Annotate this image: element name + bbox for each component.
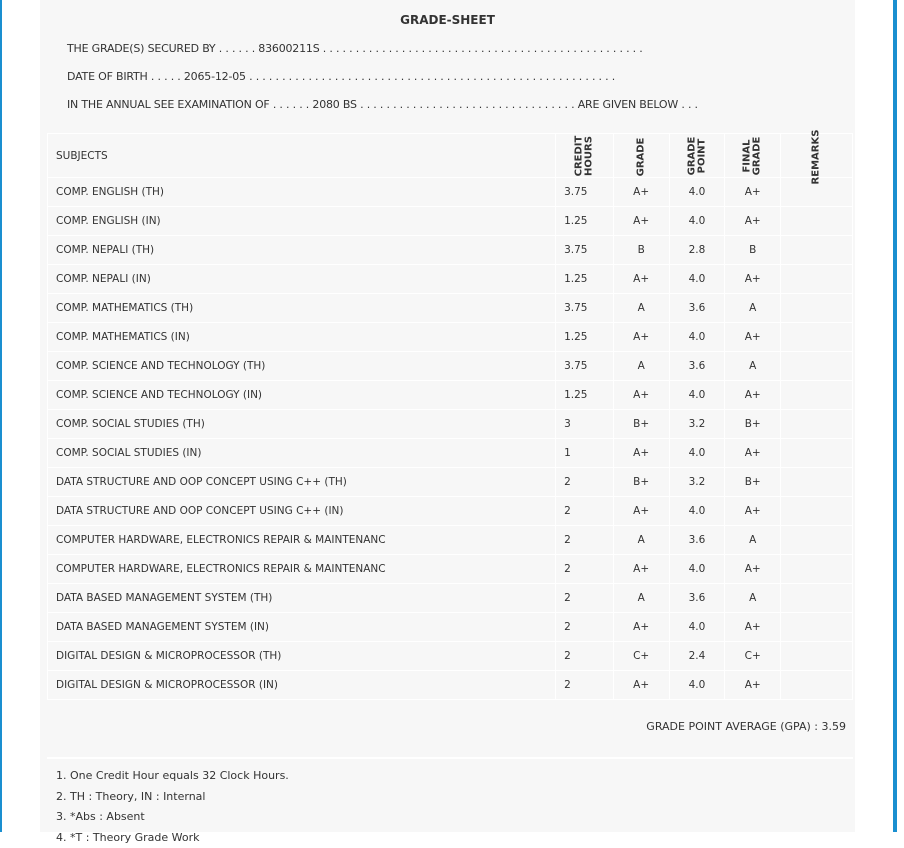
cell-remarks [781, 323, 853, 352]
cell-final-grade: A [725, 294, 781, 323]
cell-grade: A [613, 584, 669, 613]
cell-credit-hours: 1.25 [556, 207, 614, 236]
cell-subject: DIGITAL DESIGN & MICROPROCESSOR (TH) [48, 642, 556, 671]
dob-line: DATE OF BIRTH . . . . . 2065-12-05 . . . . . . . . . . . . . . . . . . . . . . . . . . . . . . . . . . . . . . . . . . . . . . . . . . . . . . . . [67, 70, 615, 83]
table-row [48, 642, 853, 671]
cell-final-grade: A+ [725, 671, 781, 700]
cell-remarks [781, 352, 853, 381]
cell-grade: A+ [613, 555, 669, 584]
cell-grade: A+ [613, 671, 669, 700]
cell-subject: COMPUTER HARDWARE, ELECTRONICS REPAIR & MAINTENANC [48, 526, 556, 555]
cell-grade: C+ [613, 642, 669, 671]
table-row [48, 352, 853, 381]
cell-final-grade: B [725, 236, 781, 265]
cell-remarks [781, 497, 853, 526]
cell-credit-hours: 2 [556, 613, 614, 642]
cell-subject: COMPUTER HARDWARE, ELECTRONICS REPAIR & MAINTENANC [48, 555, 556, 584]
cell-credit-hours: 1.25 [556, 323, 614, 352]
cell-final-grade: A+ [725, 555, 781, 584]
cell-grade-point: 4.0 [669, 671, 725, 700]
footnote: 4. *T : Theory Grade Work [56, 828, 289, 848]
cell-subject: COMP. SOCIAL STUDIES (TH) [48, 410, 556, 439]
cell-credit-hours: 2 [556, 584, 614, 613]
cell-remarks [781, 671, 853, 700]
header-grade: GRADE [636, 137, 646, 176]
cell-final-grade: A+ [725, 613, 781, 642]
table-row [48, 555, 853, 584]
right-border [893, 0, 897, 832]
footnotes [56, 766, 289, 848]
cell-subject: COMP. ENGLISH (TH) [48, 178, 556, 207]
cell-grade-point: 4.0 [669, 323, 725, 352]
cell-subject: COMP. NEPALI (IN) [48, 265, 556, 294]
cell-grade-point: 3.6 [669, 526, 725, 555]
cell-subject: DATA BASED MANAGEMENT SYSTEM (TH) [48, 584, 556, 613]
cell-grade: A [613, 294, 669, 323]
cell-remarks [781, 294, 853, 323]
header-remarks: REMARKS [812, 129, 822, 184]
exam-line: IN THE ANNUAL SEE EXAMINATION OF . . . . . . 2080 BS . . . . . . . . . . . . . . . . . . . . . . . . . . . . . . . . . ARE GIVEN BELOW . . . [67, 98, 698, 111]
cell-grade-point: 2.4 [669, 642, 725, 671]
cell-grade-point: 3.2 [669, 410, 725, 439]
grades-table [47, 133, 853, 700]
cell-remarks [781, 410, 853, 439]
footnote: 1. One Credit Hour equals 32 Clock Hours. [56, 766, 289, 787]
header-credit-hours: CREDIT HOURS [574, 135, 594, 176]
cell-grade-point: 4.0 [669, 555, 725, 584]
cell-grade: A+ [613, 497, 669, 526]
cell-remarks [781, 439, 853, 468]
divider [47, 757, 853, 759]
cell-remarks [781, 265, 853, 294]
cell-grade-point: 4.0 [669, 265, 725, 294]
cell-grade: B+ [613, 410, 669, 439]
table-row [48, 584, 853, 613]
table-row [48, 497, 853, 526]
cell-final-grade: A+ [725, 323, 781, 352]
cell-remarks [781, 642, 853, 671]
cell-credit-hours: 1.25 [556, 381, 614, 410]
cell-subject: DATA BASED MANAGEMENT SYSTEM (IN) [48, 613, 556, 642]
cell-credit-hours: 1 [556, 439, 614, 468]
table-row [48, 439, 853, 468]
cell-grade: A+ [613, 265, 669, 294]
cell-subject: COMP. NEPALI (TH) [48, 236, 556, 265]
cell-subject: COMP. MATHEMATICS (IN) [48, 323, 556, 352]
cell-grade: A+ [613, 613, 669, 642]
table-row [48, 671, 853, 700]
header-grade-point: GRADE POINT [687, 136, 707, 175]
cell-final-grade: B+ [725, 410, 781, 439]
cell-credit-hours: 3 [556, 410, 614, 439]
header-subjects: SUBJECTS [48, 134, 556, 178]
cell-remarks [781, 468, 853, 497]
table-row [48, 265, 853, 294]
table-row [48, 381, 853, 410]
grade-sheet-panel [40, 0, 855, 832]
cell-final-grade: A+ [725, 207, 781, 236]
cell-grade: B+ [613, 468, 669, 497]
footnote: 2. TH : Theory, IN : Internal [56, 787, 289, 808]
cell-final-grade: A [725, 526, 781, 555]
cell-credit-hours: 2 [556, 555, 614, 584]
cell-grade-point: 3.6 [669, 294, 725, 323]
table-row [48, 613, 853, 642]
cell-grade-point: 2.8 [669, 236, 725, 265]
cell-remarks [781, 613, 853, 642]
cell-credit-hours: 2 [556, 497, 614, 526]
page-title: GRADE-SHEET [40, 13, 855, 27]
cell-subject: DIGITAL DESIGN & MICROPROCESSOR (IN) [48, 671, 556, 700]
cell-final-grade: B+ [725, 468, 781, 497]
cell-remarks [781, 584, 853, 613]
cell-subject: DATA STRUCTURE AND OOP CONCEPT USING C++ (TH) [48, 468, 556, 497]
cell-subject: COMP. MATHEMATICS (TH) [48, 294, 556, 323]
table-row [48, 207, 853, 236]
cell-remarks [781, 526, 853, 555]
cell-subject: COMP. ENGLISH (IN) [48, 207, 556, 236]
cell-final-grade: A+ [725, 439, 781, 468]
cell-grade: A+ [613, 381, 669, 410]
gpa-text: GRADE POINT AVERAGE (GPA) : 3.59 [646, 720, 846, 733]
cell-remarks [781, 555, 853, 584]
cell-grade: A+ [613, 207, 669, 236]
table-row [48, 526, 853, 555]
cell-final-grade: A+ [725, 178, 781, 207]
cell-final-grade: C+ [725, 642, 781, 671]
cell-grade-point: 4.0 [669, 439, 725, 468]
table-row [48, 236, 853, 265]
cell-credit-hours: 2 [556, 468, 614, 497]
cell-final-grade: A [725, 352, 781, 381]
cell-remarks [781, 381, 853, 410]
table-header [48, 134, 853, 178]
cell-credit-hours: 2 [556, 526, 614, 555]
cell-grade-point: 4.0 [669, 497, 725, 526]
cell-grade-point: 4.0 [669, 381, 725, 410]
cell-remarks [781, 207, 853, 236]
cell-grade-point: 4.0 [669, 613, 725, 642]
cell-final-grade: A [725, 584, 781, 613]
cell-final-grade: A+ [725, 381, 781, 410]
cell-credit-hours: 3.75 [556, 294, 614, 323]
cell-final-grade: A+ [725, 497, 781, 526]
cell-credit-hours: 3.75 [556, 236, 614, 265]
cell-grade-point: 4.0 [669, 178, 725, 207]
cell-subject: COMP. SOCIAL STUDIES (IN) [48, 439, 556, 468]
cell-credit-hours: 3.75 [556, 178, 614, 207]
table-row [48, 410, 853, 439]
cell-grade-point: 3.6 [669, 584, 725, 613]
table-row [48, 178, 853, 207]
cell-credit-hours: 2 [556, 642, 614, 671]
cell-credit-hours: 1.25 [556, 265, 614, 294]
cell-credit-hours: 2 [556, 671, 614, 700]
cell-final-grade: A+ [725, 265, 781, 294]
cell-grade: A+ [613, 439, 669, 468]
cell-grade: B [613, 236, 669, 265]
cell-credit-hours: 3.75 [556, 352, 614, 381]
header-final-grade: FINAL GRADE [743, 136, 763, 175]
cell-grade: A [613, 526, 669, 555]
footnote: 3. *Abs : Absent [56, 807, 289, 828]
cell-subject: DATA STRUCTURE AND OOP CONCEPT USING C++ (IN) [48, 497, 556, 526]
cell-subject: COMP. SCIENCE AND TECHNOLOGY (IN) [48, 381, 556, 410]
table-row [48, 468, 853, 497]
cell-grade-point: 3.2 [669, 468, 725, 497]
table-row [48, 294, 853, 323]
cell-remarks [781, 236, 853, 265]
secured-by-line: THE GRADE(S) SECURED BY . . . . . . 83600211S . . . . . . . . . . . . . . . . . . . . . . . . . . . . . . . . . . . . . . . . . . . . . . . . . [67, 42, 643, 55]
cell-grade: A+ [613, 323, 669, 352]
cell-grade-point: 4.0 [669, 207, 725, 236]
cell-grade: A [613, 352, 669, 381]
cell-grade: A+ [613, 178, 669, 207]
cell-subject: COMP. SCIENCE AND TECHNOLOGY (TH) [48, 352, 556, 381]
table-row [48, 323, 853, 352]
cell-grade-point: 3.6 [669, 352, 725, 381]
